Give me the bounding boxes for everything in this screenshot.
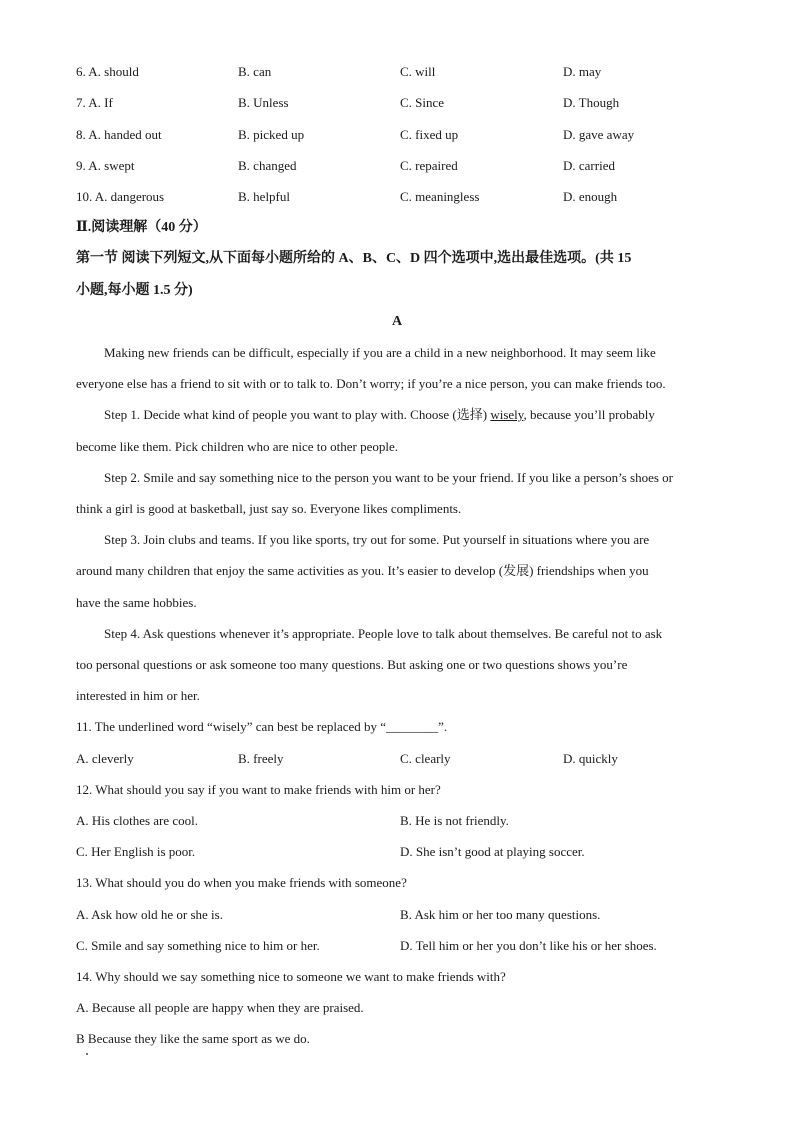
option-b: B. picked up bbox=[238, 127, 305, 142]
question-12-options-cd bbox=[0, 844, 794, 860]
option-d: D. quickly bbox=[563, 751, 618, 766]
passage-p5-line2: too personal questions or ask someone too many questions. But asking one or two questions shows you’re bbox=[76, 657, 628, 672]
option-a: A. Ask how old he or she is. bbox=[76, 907, 223, 922]
passage-p4-line3: have the same hobbies. bbox=[76, 595, 197, 610]
question-13-stem: 13. What should you do when you make friends with someone? bbox=[76, 875, 407, 890]
option-a: 9. A. swept bbox=[76, 158, 135, 173]
option-a: A. cleverly bbox=[76, 751, 134, 766]
option-a: 8. A. handed out bbox=[76, 127, 162, 142]
option-a: 10. A. dangerous bbox=[76, 189, 165, 204]
option-d: D. Tell him or her you don’t like his or her shoes. bbox=[400, 938, 657, 953]
passage-p1-line2: everyone else has a friend to sit with or to talk to. Don’t worry; if you’re a nice person, you can make friends too. bbox=[76, 376, 666, 391]
question-11-stem: 11. The underlined word “wisely” can best be replaced by “________”. bbox=[76, 719, 448, 734]
passage-p2-line2: become like them. Pick children who are nice to other people. bbox=[76, 439, 398, 454]
option-c: C. Her English is poor. bbox=[76, 844, 196, 859]
question-9-options bbox=[0, 158, 794, 174]
option-c: C. fixed up bbox=[400, 127, 459, 142]
option-b: B. Unless bbox=[238, 95, 289, 110]
question-12-options-ab bbox=[0, 813, 794, 829]
question-14-stem: 14. Why should we say something nice to someone we want to make friends with? bbox=[76, 969, 506, 984]
underlined-word: wisely bbox=[490, 407, 524, 422]
option-d: D. Though bbox=[563, 95, 620, 110]
question-13-options-cd bbox=[0, 938, 794, 954]
option-c: C. Since bbox=[400, 95, 445, 110]
option-a: 6. A. should bbox=[76, 64, 139, 79]
option-d: D. enough bbox=[563, 189, 618, 204]
question-7-options bbox=[0, 95, 794, 111]
question-13-options-ab bbox=[0, 907, 794, 923]
passage-p3-line1: Step 2. Smile and say something nice to the person you want to be your friend. If you like a person’s shoes or bbox=[104, 470, 674, 485]
option-b: B. freely bbox=[238, 751, 284, 766]
option-b: B. Ask him or her too many questions. bbox=[400, 907, 601, 922]
question-6-options bbox=[0, 64, 794, 80]
option-c: C. will bbox=[400, 64, 436, 79]
option-d: D. may bbox=[563, 64, 602, 79]
passage-label: A bbox=[391, 314, 403, 329]
option-c: C. repaired bbox=[400, 158, 458, 173]
question-10-options bbox=[0, 189, 794, 205]
option-b: B. changed bbox=[238, 158, 297, 173]
passage-p5-line1: Step 4. Ask questions whenever it’s appropriate. People love to talk about themselves. Be careful not to ask bbox=[104, 626, 663, 641]
passage-text: , because you’ll probably bbox=[523, 407, 655, 422]
option-c: C. Smile and say something nice to him or her. bbox=[76, 938, 320, 953]
option-b: B. helpful bbox=[238, 189, 290, 204]
passage-p5-line3: interested in him or her. bbox=[76, 688, 200, 703]
option-d: D. carried bbox=[563, 158, 615, 173]
option-c: C. meaningless bbox=[400, 189, 480, 204]
passage-text: Step 1. Decide what kind of people you want to play with. Choose (选择) bbox=[104, 407, 491, 422]
section-title: Ⅱ.阅读理解（40 分） bbox=[76, 220, 207, 235]
passage-p4-line1: Step 3. Join clubs and teams. If you like sports, try out for some. Put yourself in situations where you are bbox=[104, 532, 650, 547]
passage-p3-line2: think a girl is good at basketball, just say so. Everyone likes compliments. bbox=[76, 501, 462, 516]
stray-dot bbox=[86, 1053, 88, 1055]
question-14-option-a: A. Because all people are happy when they are praised. bbox=[76, 1000, 364, 1015]
instructions-line-2: 小题,每小题 1.5 分) bbox=[76, 283, 193, 298]
passage-p2-line1 bbox=[104, 407, 655, 423]
option-c: C. clearly bbox=[400, 751, 451, 766]
option-a: A. His clothes are cool. bbox=[76, 813, 199, 828]
option-b: B. can bbox=[238, 64, 272, 79]
question-12-stem: 12. What should you say if you want to make friends with him or her? bbox=[76, 782, 441, 797]
option-a: 7. A. If bbox=[76, 95, 113, 110]
question-8-options bbox=[0, 127, 794, 143]
passage-p4-line2: around many children that enjoy the same activities as you. It’s easier to develop (发展) friendships when you bbox=[76, 563, 649, 578]
option-b: B. He is not friendly. bbox=[400, 813, 509, 828]
passage-p1-line1: Making new friends can be difficult, especially if you are a child in a new neighborhood. It may seem like bbox=[104, 345, 656, 360]
option-d: D. She isn’t good at playing soccer. bbox=[400, 844, 585, 859]
question-11-options bbox=[0, 751, 794, 767]
option-d: D. gave away bbox=[563, 127, 635, 142]
instructions-line-1: 第一节 阅读下列短文,从下面每小题所给的 A、B、C、D 四个选项中,选出最佳选项。(共 15 bbox=[76, 251, 632, 266]
question-14-option-b: B Because they like the same sport as we do. bbox=[76, 1031, 310, 1046]
